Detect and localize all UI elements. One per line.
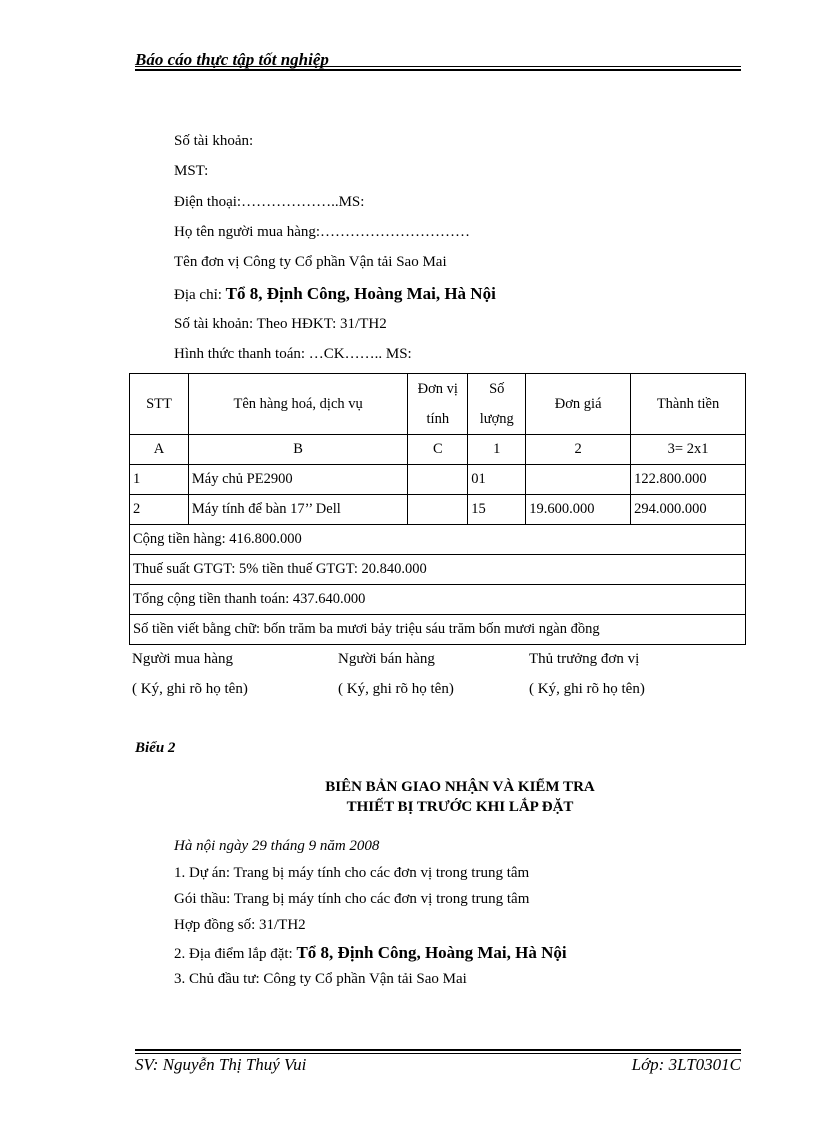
table-header-row [130, 374, 746, 435]
document-date: Hà nội ngày 29 tháng 9 năm 2008 [174, 838, 380, 854]
row-unit [408, 465, 468, 495]
row-name: Máy tính để bàn 17’’ Dell [188, 495, 407, 525]
row-stt: 1 [130, 465, 189, 495]
location-label: 2. Địa điểm lắp đặt: [174, 946, 297, 962]
row-amount: 122.800.000 [631, 465, 746, 495]
code-cell: 3= 2x1 [631, 435, 746, 465]
row-qty: 15 [468, 495, 526, 525]
vat-row [130, 555, 746, 585]
section-title-line1: BIÊN BẢN GIAO NHẬN VÀ KIỂM TRA [325, 779, 595, 795]
header-unit-line2: tính [426, 411, 450, 427]
contract-line: Hợp đồng số: 31/TH2 [174, 917, 306, 933]
table-code-row [130, 435, 746, 465]
row-qty: 01 [468, 465, 526, 495]
table-row [130, 465, 746, 495]
footer-student: SV: Nguyễn Thị Thuý Vui [135, 1055, 307, 1074]
header-rule [135, 66, 741, 67]
subtotal-cell: Cộng tiền hàng: 416.800.000 [130, 525, 746, 555]
location-value: Tổ 8, Định Công, Hoàng Mai, Hà Nội [296, 943, 567, 962]
signature-buyer-label: Người mua hàng [132, 651, 234, 667]
header-price: Đơn giá [526, 374, 631, 435]
row-amount: 294.000.000 [631, 495, 746, 525]
code-cell: B [188, 435, 407, 465]
project-line: 1. Dự án: Trang bị máy tính cho các đơn vị trong trung tâm [174, 865, 530, 881]
buyer-address-line [174, 284, 496, 304]
seller-account-line: Số tài khoản: [174, 133, 254, 149]
section-title-line2: THIẾT BỊ TRƯỚC KHI LẮP ĐẶT [346, 799, 574, 815]
header-qty-line1: Số [489, 381, 505, 397]
subtotal-row [130, 525, 746, 555]
row-price [526, 465, 631, 495]
code-cell: 2 [526, 435, 631, 465]
buyer-account-line: Số tài khoản: Theo HĐKT: 31/TH2 [174, 316, 387, 332]
address-label: Địa chỉ: [174, 287, 226, 303]
code-cell: A [130, 435, 189, 465]
header-amount: Thành tiền [631, 374, 746, 435]
header-unit [408, 374, 468, 435]
buyer-name-line: Họ tên người mua hàng:………………………… [174, 224, 471, 240]
signature-head-label: Thủ trưởng đơn vị [529, 651, 640, 667]
location-line [174, 943, 567, 963]
header-unit-line1: Đơn vị [417, 381, 458, 397]
address-value: Tổ 8, Định Công, Hoàng Mai, Hà Nội [225, 284, 496, 303]
row-unit [408, 495, 468, 525]
header-stt: STT [130, 374, 189, 435]
buyer-unit-line: Tên đơn vị Công ty Cổ phần Vận tải Sao Mai [174, 254, 447, 270]
row-price: 19.600.000 [526, 495, 631, 525]
code-cell: C [408, 435, 468, 465]
report-header-title: Báo cáo thực tập tốt nghiệp [135, 50, 329, 69]
in-words-row [130, 615, 746, 645]
vat-cell: Thuế suất GTGT: 5% tiền thuế GTGT: 20.840.000 [130, 555, 746, 585]
footer-rule [135, 1053, 741, 1054]
signature-head-note: ( Ký, ghi rõ họ tên) [529, 681, 645, 697]
row-name: Máy chủ PE2900 [188, 465, 407, 495]
signature-seller-label: Người bán hàng [338, 651, 435, 667]
section-label: Biểu 2 [135, 740, 176, 756]
seller-phone-line: Điện thoại:………………..MS: [174, 194, 365, 210]
package-line: Gói thầu: Trang bị máy tính cho các đơn vị trong trung tâm [174, 891, 530, 907]
header-rule-thick [135, 69, 741, 71]
footer-class: Lớp: 3LT0301C [631, 1055, 741, 1074]
in-words-cell: Số tiền viết bằng chữ: bốn trăm ba mươi bảy triệu sáu trăm bốn mươi ngàn đồng [130, 615, 746, 645]
code-cell: 1 [468, 435, 526, 465]
total-row [130, 585, 746, 615]
payment-method-line: Hình thức thanh toán: …CK…….. MS: [174, 346, 412, 362]
investor-line: 3. Chủ đầu tư: Công ty Cổ phần Vận tải Sao Mai [174, 971, 467, 987]
signature-buyer-note: ( Ký, ghi rõ họ tên) [132, 681, 248, 697]
header-qty-line2: lượng [479, 411, 514, 427]
row-stt: 2 [130, 495, 189, 525]
total-cell: Tổng cộng tiền thanh toán: 437.640.000 [130, 585, 746, 615]
header-qty [468, 374, 526, 435]
signature-seller-note: ( Ký, ghi rõ họ tên) [338, 681, 454, 697]
table-row [130, 495, 746, 525]
footer-rule-thick [135, 1049, 741, 1051]
invoice-table [129, 373, 746, 645]
seller-tax-code-line: MST: [174, 163, 209, 179]
header-goods: Tên hàng hoá, dịch vụ [188, 374, 407, 435]
